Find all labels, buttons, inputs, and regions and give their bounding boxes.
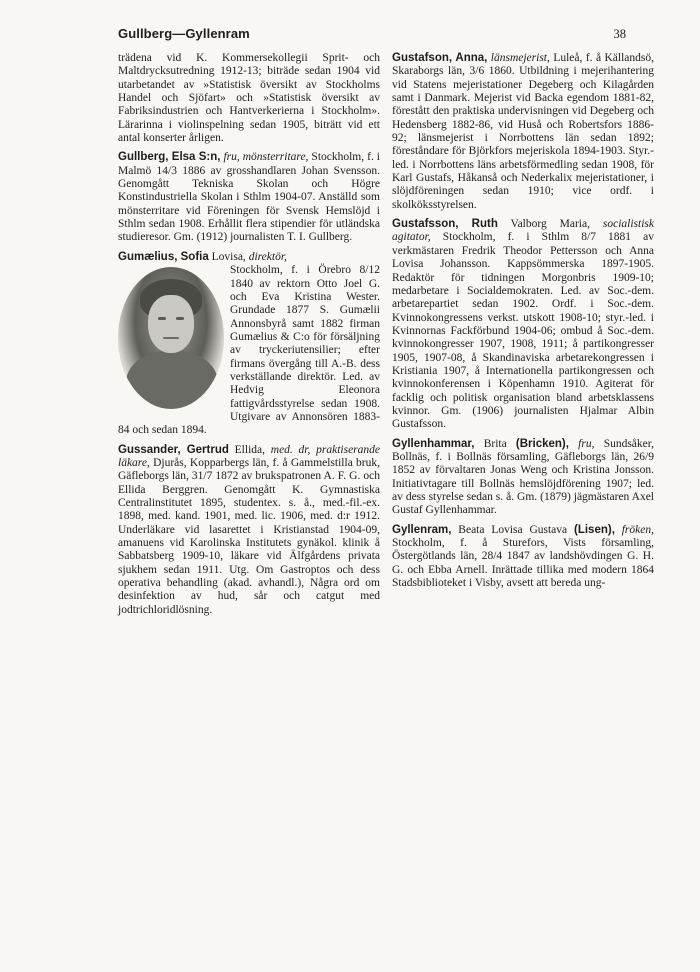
entry-role: fru, mönsterritare,: [223, 151, 309, 164]
entry-text: Djurås, Kopparbergs län, f. å Gammelstilla bruk, Gäfleborgs län, 31/7 1872 av brukspatronen A. F. G. och Ellida Berggren. Genomgått K. Gymnastiska Centralinstitutet 1895, studentex. s. å., med.-fil.-ex. 1898, med. kand. 1901, med. lic. 1906, med. d:r 1912. Underläkare vid lasarettet i Kristianstad 1904-09, amanuens vid Karolinska Institutets gynäkol. klinik å Sabbatsberg 1909-10, läkare vid Älfgårdens privata sjukhem sedan 1911. Utg. Om Gastroptos och dess operativa behandling (akad. avhandl.), Några ord om desinfektion av hud, sår och catgut med jodtrichloridlösning.: [118, 456, 381, 616]
entry-nickname: (Lisen),: [574, 523, 615, 536]
entry-role: med. dr, praktiserande läkare,: [118, 443, 381, 469]
entry-gustafson: [392, 52, 654, 212]
entry-role: länsmejerist,: [490, 52, 550, 64]
page-number: 38: [613, 27, 626, 41]
entry-name: Gustafsson, Ruth: [392, 218, 498, 231]
entry-gullberg: [118, 151, 380, 244]
entry-text: Stockholm, f. i Malmö 14/3 1886 av grosshandlaren Johan Svensson. Genomgått Tekniska Skolan och Högre Konstindustriella Skolan i Sthlm 1904-07. Anställd som mönsterritare vid Föreningen för Svensk Hemslöjd i Sthlm sedan 1908. Erhållit flera stipendier för utländska studieresor. Gm. (1912) journalisten T. I. Gullberg.: [118, 151, 380, 244]
entry-name: Gullberg, Elsa S:n,: [118, 151, 221, 164]
entry-name: Gussander, Gertrud: [118, 443, 229, 456]
entry-text: Stockholm, f. i Sthlm 8/7 1881 av verkmästaren Fredrik Theodor Pettersson och Anna Lovisa Johansson. Kappsömmerska 1897-1905. Redaktör för tidningen Morgonbris 1909-10; medarbetare i Socialdemokraten. Led. av Soc.-dem. arbetarepartiet sedan 1902. Ordf. i Soc.-dem. Kvinnokongressens verkst. utskott 1908-10; styr.-led. i Kvinnornas Fackförbund 1904-06; ombud å Soc.-dem. kvinnokongresser 1907, 1908, 1911; å partikongresser 1905, 1907-08, å Skandinaviska arbetarekongressen i Kristiania 1907, å Internationella partikongressen och kvinnokonferensen i Köpenhamn 1910. Agiterat för facklig och politisk organisation bland arbetsklassens kvinnor. Gm. (1906) journalisten Hjalmar Albin Gustafsson.: [392, 231, 655, 431]
entry-gustafsson: [392, 218, 654, 432]
entry-role: socialistisk agitator,: [392, 218, 654, 244]
entry-name: Gumælius, Sofia: [118, 250, 209, 263]
running-header-title: Gullberg—Gyllenram: [118, 26, 250, 41]
entry-name: Gustafson, Anna,: [392, 52, 488, 64]
entry-text: Stockholm, f. i Örebro 8/12 1840 av rektorn Otto Joel G. och Eva Kristina Wester. Grundade 1877 S. Gumælii Annonsbyrå samt 1882 firman Gumælius & C:o för försäljning av tryckeriutensilier; efter firmans övergång till A.-B. dess verkställande direktör. Led. av Hedvig Eleonora fattigvårdsstyrelse sedan 1908. Utgivare av Annonsören 1883-84 och sedan 1894.: [118, 264, 380, 437]
entry-name: Gyllenram,: [392, 523, 452, 536]
entry-nickname: (Bricken),: [515, 437, 569, 450]
entry-text: Sundsåker, Bollnäs, f. i Bollnäs församling, Gäfleborgs län, 26/9 1852 av förvaltaren Jonas Weng och Kristina Jonsson. Initiativtagare till Bollnäs hemslöjdförening 1907; led. av dess styrelse sedan s. å. Gm. (1879) jägmästaren Axel Gustaf Gyllenhammar.: [392, 437, 655, 517]
entry-gussander: [118, 444, 380, 617]
portrait-photo: [118, 267, 224, 409]
right-column: [392, 52, 654, 596]
entry-given-names: Valborg Maria,: [510, 218, 590, 231]
left-column: [118, 52, 380, 623]
entry-given-names: Ellida,: [234, 443, 265, 456]
entry-given-names: Brita: [483, 437, 507, 450]
entry-text: Stockholm, f. å Sturefors, Vists församling, Östergötlands län, 28/4 1847 av landshövdingen G. H. G. och Ebba Arnell. Inrättade tillika med modern 1864 Stadsbiblioteket i Visby, avsett att bereda ung-: [392, 537, 654, 590]
entry-role: fröken,: [621, 523, 654, 536]
entry-given-names: Beata Lovisa Gustava: [458, 523, 568, 536]
entry-gumaelius: [118, 251, 380, 438]
entry-role: fru,: [578, 437, 595, 450]
entry-gyllenhammar: [392, 438, 654, 518]
continuation-text: trädena vid K. Kommersekollegii Sprit- och Maltdrycksutredning 1912-13; biträde sedan 1904 vid utarbetandet av »Statistisk översikt av Stockholms Handel och Sjöfart» och »Statistisk översikt av Fabriksindustrien och Hantverkerierna i Stockholm». Lärarinna i violinspelning sedan 1905, biträtt vid ett antal konserter årligen.: [118, 52, 380, 145]
entry-text: Luleå, f. å Källandsö, Skaraborgs län, 3/6 1860. Utbildning i mejerihantering vid Statens mejeristationer Degeberg och Kilagården samt i Danmark. Mejerist vid Backa egendom 1881-82, förestått den praktiska undervisningen vid Degeberg och Hedensberg 1882-86, vid Huså och Robertsfors 1886-92; länsmejerist i Norrbottens län sedan 1892; föreståndare för Björkfors mejeriskola 1894-1903. Styr.-led. i Norrbottens läns arbetsförmedling sedan 1908, för Karl Gustafs, Håkanså och Nederkalix mejeristationer, i slöjdföreningen sedan 1910; vice ordf. i skolköksstyrelsen.: [392, 52, 654, 211]
entry-name: Gyllenhammar,: [392, 437, 475, 450]
entry-gyllenram: [392, 524, 654, 591]
entry-role: direktör,: [248, 250, 287, 263]
entry-given-names: Lovisa,: [211, 250, 246, 263]
